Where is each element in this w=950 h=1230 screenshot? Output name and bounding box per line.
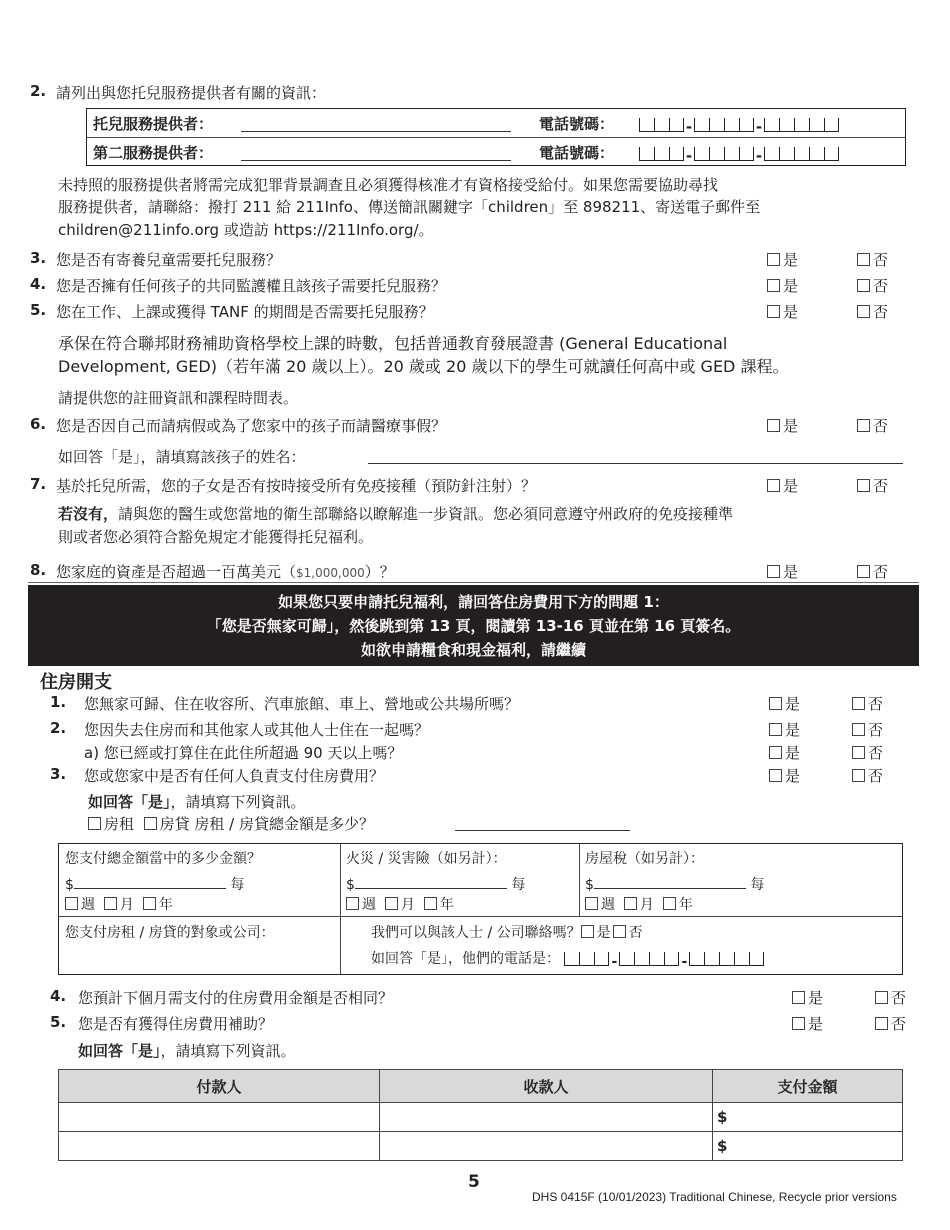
- q6-child-name-field[interactable]: [368, 463, 903, 464]
- h4-yes[interactable]: 是: [792, 987, 823, 1008]
- h2a-no-checkbox[interactable]: [852, 746, 865, 759]
- h2-yes[interactable]: 是: [769, 719, 800, 740]
- q8-yes-checkbox[interactable]: [767, 565, 780, 578]
- h1-yes-checkbox[interactable]: [769, 697, 782, 710]
- q8-yes[interactable]: 是: [767, 561, 798, 582]
- col2-week-checkbox[interactable]: [346, 897, 359, 910]
- cost-col2-frequency: 週 月 年: [346, 894, 454, 914]
- h3-yes[interactable]: 是: [769, 765, 800, 786]
- h5-number: 5.: [50, 1013, 67, 1031]
- payee-cell[interactable]: [380, 1132, 713, 1161]
- q2-note-line1: 未持照的服務提供者將需完成犯罪背景調查且必須獲得核准才有資格接受給付。如果您需要協助尋找: [58, 176, 719, 194]
- provider2-label: 第二服務提供者：: [93, 144, 214, 162]
- q4-text: 您是否擁有任何孩子的共同監護權且該孩子需要托兒服務？: [56, 277, 447, 295]
- page-number: 5: [468, 1172, 480, 1192]
- h5-followup: 如回答「是」，請填寫下列資訊。: [78, 1042, 296, 1060]
- provider1-label: 托兒服務提供者：: [93, 115, 214, 133]
- q6-followup: 如回答「是」，請填寫該孩子的姓名：: [58, 448, 306, 466]
- header-payer: 付款人: [59, 1070, 380, 1103]
- cost-col2-label: 火災 / 災害險（如另計）：: [346, 851, 507, 867]
- q8-text: 您家庭的資產是否超過一百萬美元（$1,000,000）？: [56, 563, 395, 581]
- h5-yes[interactable]: 是: [792, 1013, 823, 1034]
- contact-phone-row: 如回答「是」，他們的電話是： - -: [371, 948, 764, 970]
- q8-number: 8.: [30, 561, 47, 579]
- contact-question: 我們可以與該人士 / 公司聯絡嗎？ 是 否: [371, 925, 643, 941]
- h3-rent-mortgage-row: 房租 房貸 房租 / 房貸總金額是多少？: [88, 813, 374, 834]
- q7-note-line2: 則或者您必須符合豁免規定才能獲得托兒福利。: [58, 528, 374, 546]
- form-id: DHS 0415F (10/01/2023) Traditional Chinese, Recycle prior versions: [532, 1190, 897, 1204]
- h1-number: 1.: [50, 693, 67, 711]
- cost-col3-amount-field[interactable]: [594, 876, 746, 889]
- h5-text: 您是否有獲得住房費用補助？: [78, 1015, 274, 1033]
- q6-no-checkbox[interactable]: [857, 419, 870, 432]
- h1-text: 您無家可歸、住在收容所、汽車旅館、車上、營地或公共場所嗎？: [84, 695, 520, 713]
- h2a-no[interactable]: 否: [852, 742, 883, 763]
- col3-month-checkbox[interactable]: [624, 897, 637, 910]
- assistance-header-row: [59, 1070, 903, 1103]
- q6-number: 6.: [30, 415, 47, 433]
- total-amount-field[interactable]: [455, 830, 630, 831]
- payer-cell[interactable]: [59, 1103, 380, 1132]
- q2-note-line3: children@211info.org 或造訪 https://211Info.org/。: [58, 221, 434, 239]
- contact-yes-checkbox[interactable]: [581, 925, 594, 938]
- h2-yes-checkbox[interactable]: [769, 723, 782, 736]
- q5-no[interactable]: 否: [857, 301, 888, 322]
- h2a-text: a) 您已經或打算住在此住所超過 90 天以上嗎？: [84, 744, 403, 762]
- banner-line1: 如果您只要申請托兒福利，請回答住房費用下方的問題 1：: [278, 593, 669, 611]
- q7-note-bold: 若沒有，: [58, 505, 119, 523]
- header-payee: 收款人: [380, 1070, 713, 1103]
- housing-cost-table: [58, 843, 903, 975]
- cost-col1-label: 您支付總金額當中的多少金額？: [65, 851, 261, 867]
- rent-checkbox[interactable]: [88, 817, 101, 830]
- cost-col1-amount-field[interactable]: [74, 876, 226, 889]
- total-question: 房租 / 房貸總金額是多少？: [194, 815, 374, 833]
- q4-no-checkbox[interactable]: [857, 279, 870, 292]
- h2a-yes-checkbox[interactable]: [769, 746, 782, 759]
- h2-number: 2.: [50, 719, 67, 737]
- q7-number: 7.: [30, 475, 47, 493]
- q5-text: 您在工作、上課或獲得 TANF 的期間是否需要托兒服務？: [56, 303, 434, 321]
- payee-label: 您支付房租 / 房貸的對象或公司：: [65, 925, 275, 941]
- h1-no-checkbox[interactable]: [852, 697, 865, 710]
- cost-col1-frequency: 週 月 年: [65, 894, 173, 914]
- q8-divider: [28, 582, 919, 583]
- provider2-phone-label: 電話號碼：: [539, 144, 615, 162]
- q5-note-line3: 請提供您的註冊資訊和課程時間表。: [58, 389, 299, 407]
- q6-yes[interactable]: 是: [767, 415, 798, 436]
- q5-yes[interactable]: 是: [767, 301, 798, 322]
- h4-number: 4.: [50, 987, 67, 1005]
- table-row: [59, 1132, 903, 1161]
- amount-cell[interactable]: $: [713, 1132, 903, 1161]
- cost-col1-amount: $ 每: [65, 877, 245, 893]
- childcare-only-banner: [28, 585, 919, 666]
- provider2-field[interactable]: [241, 160, 511, 161]
- h3-no[interactable]: 否: [852, 765, 883, 786]
- q6-yes-checkbox[interactable]: [767, 419, 780, 432]
- h1-yes[interactable]: 是: [769, 693, 800, 714]
- header-amount: 支付金額: [713, 1070, 903, 1103]
- q3-yes-checkbox[interactable]: [767, 253, 780, 266]
- cost-col3-amount: $ 每: [585, 877, 765, 893]
- q6-text: 您是否因自己而請病假或為了您家中的孩子而請醫療事假？: [56, 417, 447, 435]
- q4-no[interactable]: 否: [857, 275, 888, 296]
- h5-no[interactable]: 否: [875, 1013, 906, 1034]
- h2-no[interactable]: 否: [852, 719, 883, 740]
- q5-number: 5.: [30, 301, 47, 319]
- col1-month-checkbox[interactable]: [104, 897, 117, 910]
- provider2-phone-field[interactable]: - -: [639, 144, 839, 165]
- h4-yes-checkbox[interactable]: [792, 991, 805, 1004]
- q7-yes[interactable]: 是: [767, 475, 798, 496]
- cost-col2-amount-field[interactable]: [355, 876, 507, 889]
- payer-cell[interactable]: [59, 1132, 380, 1161]
- q8-no-checkbox[interactable]: [857, 565, 870, 578]
- q2-text: 請列出與您托兒服務提供者有關的資訊：: [56, 84, 327, 102]
- q7-no-checkbox[interactable]: [857, 479, 870, 492]
- q5-yes-checkbox[interactable]: [767, 305, 780, 318]
- cost-col3-label: 房屋稅（如另計）：: [585, 851, 704, 867]
- q7-yes-checkbox[interactable]: [767, 479, 780, 492]
- h2-no-checkbox[interactable]: [852, 723, 865, 736]
- provider1-phone-field[interactable]: - -: [639, 115, 839, 136]
- h4-text: 您預計下個月需支付的住房費用金額是否相同？: [78, 989, 394, 1007]
- h3-followup: 如回答「是」，請填寫下列資訊。: [88, 793, 306, 811]
- provider1-phone-label: 電話號碼：: [539, 115, 615, 133]
- q2-note-line2: 服務提供者，請聯絡：撥打 211 給 211Info、傳送簡訊關鍵字「children」至 898211、寄送電子郵件至: [58, 198, 761, 216]
- col1-year-checkbox[interactable]: [143, 897, 156, 910]
- banner-line3: 如欲申請糧食和現金福利，請繼續: [360, 641, 586, 659]
- q4-yes[interactable]: 是: [767, 275, 798, 296]
- col2-month-checkbox[interactable]: [385, 897, 398, 910]
- h3-number: 3.: [50, 765, 67, 783]
- h3-text: 您或您家中是否有任何人負責支付住房費用？: [84, 767, 385, 785]
- q3-yes[interactable]: 是: [767, 249, 798, 270]
- q5-note-line2: Development, GED)（若年滿 20 歲以上）。20 歲或 20 歲以下的學生可就讀任何高中或 GED 課程。: [58, 357, 789, 376]
- provider-box: [86, 108, 906, 166]
- q7-text: 基於托兒所需，您的子女是否有按時接受所有免疫接種（預防針注射）？: [56, 477, 537, 495]
- q7-no[interactable]: 否: [857, 475, 888, 496]
- q7-note-text: 請與您的醫生或您當地的衛生部聯絡以瞭解進一步資訊。您必須同意遵守州政府的免疫接種準: [118, 505, 734, 523]
- table-row: [59, 1103, 903, 1132]
- col2-year-checkbox[interactable]: [424, 897, 437, 910]
- mortgage-checkbox[interactable]: [144, 817, 157, 830]
- h1-no[interactable]: 否: [852, 693, 883, 714]
- contact-no-checkbox[interactable]: [613, 925, 626, 938]
- q3-text: 您是否有寄養兒童需要托兒服務？: [56, 251, 282, 269]
- amount-cell[interactable]: $: [713, 1103, 903, 1132]
- q5-note-line1: 承保在符合聯邦財務補助資格學校上課的時數，包括普通教育發展證書 (General Educational: [58, 334, 728, 353]
- h2-text: 您因失去住房而和其他家人或其他人士住在一起嗎？: [84, 721, 430, 739]
- col1-week-checkbox[interactable]: [65, 897, 78, 910]
- col3-year-checkbox[interactable]: [663, 897, 676, 910]
- q8-no[interactable]: 否: [857, 561, 888, 582]
- h5-yes-checkbox[interactable]: [792, 1017, 805, 1030]
- q7-note-line1: [58, 503, 733, 524]
- housing-assistance-table: [58, 1069, 903, 1161]
- banner-line2: 「您是否無家可歸」，然後跳到第 13 頁，閱讀第 13-16 頁並在第 16 頁簽名。: [206, 617, 741, 635]
- h3-no-checkbox[interactable]: [852, 769, 865, 782]
- q3-no-checkbox[interactable]: [857, 253, 870, 266]
- q6-no[interactable]: 否: [857, 415, 888, 436]
- h3-yes-checkbox[interactable]: [769, 769, 782, 782]
- q3-no[interactable]: 否: [857, 249, 888, 270]
- q2-number: 2.: [30, 82, 47, 100]
- cost-col2-amount: $ 每: [346, 877, 526, 893]
- provider1-field[interactable]: [241, 131, 511, 132]
- col3-week-checkbox[interactable]: [585, 897, 598, 910]
- q3-number: 3.: [30, 249, 47, 267]
- contact-phone-field[interactable]: - -: [564, 951, 764, 967]
- h5-no-checkbox[interactable]: [875, 1017, 888, 1030]
- payee-cell[interactable]: [380, 1103, 713, 1132]
- h4-no[interactable]: 否: [875, 987, 906, 1008]
- q4-number: 4.: [30, 275, 47, 293]
- q4-yes-checkbox[interactable]: [767, 279, 780, 292]
- housing-heading: 住房開支: [40, 672, 112, 693]
- cost-col3-frequency: 週 月 年: [585, 894, 693, 914]
- q5-no-checkbox[interactable]: [857, 305, 870, 318]
- h4-no-checkbox[interactable]: [875, 991, 888, 1004]
- q8-amount: $1,000,000: [296, 566, 365, 580]
- h2a-yes[interactable]: 是: [769, 742, 800, 763]
